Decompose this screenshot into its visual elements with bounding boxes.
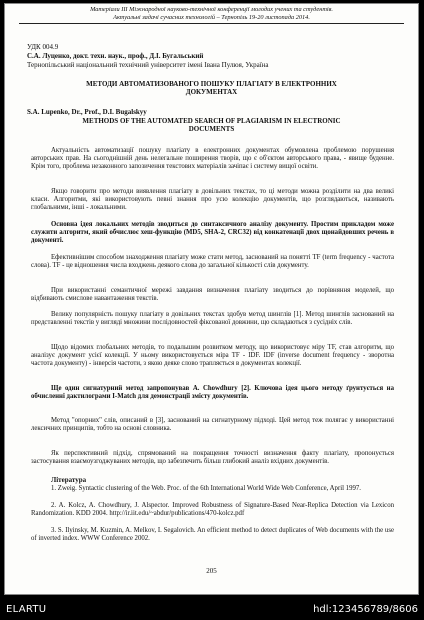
paragraph-shingles: Велику популярність пошуку плагіату в довільних текстах здобув метод шинглів [1]. Метод шинглів заснований на представленні текстів у вигляді множини послідовностей фіксованої довжини, що складаються з сусідніх слів.	[31, 311, 394, 327]
udc-code: УДК 004.9	[27, 43, 59, 51]
repository-label: ELARTU	[6, 604, 47, 615]
handle-identifier: hdl:123456789/8606	[313, 604, 418, 615]
header-line-2: Актуальні задачі сучасних технологій – Тернопіль 19-20 листопада 2014.	[113, 13, 310, 21]
authors-ua: С.А. Луценко, докт. техн. наук., проф., Д.І. Бугальський	[27, 52, 204, 60]
running-header	[19, 6, 404, 21]
paragraph-signature: Ще один сигнатурний метод запропонував A. Chowdhury [2]. Ключова ідея цього методу ґрунтується на обчисленні дактилограми I-Match для демонстрації змісту документів.	[31, 385, 394, 401]
reference-item: 2. A. Kolcz, A. Chowdhury, J. Alspector. Improved Robustness of Signature-Based Near-Replica Detection via Lexicon Randomization. KDD 2004. http://ir.iit.edu/~abdur/publications/470-kolcz.pdf	[31, 502, 394, 518]
paragraph-relevance: Актуальність автоматизації пошуку плагіату в електронних документах обумовлена проблемою порушення авторських прав. На сьогоднішній день нелегальне поширення творів, що є об'єктом авторського права, - явище буденне. Крім того, проблема незаконного запозичення текстових матеріалів зачіпає і систему вищої освіти.	[31, 147, 394, 171]
title-en-line-1: METHODS OF THE AUTOMATED SEARCH OF PLAGIARISM IN ELECTRONIC	[82, 117, 341, 125]
title-en-line-2: DOCUMENTS	[188, 125, 235, 133]
header-line-1: Матеріали ІІІ Міжнародної науково-технічної конференції молодих учених та студентів.	[90, 6, 333, 13]
authors-en: S.A. Lupenko, Dr., Prof., D.I. Bugalskyy	[27, 108, 147, 116]
paragraph-classes: Якщо говорити про методи виявлення плагіату в довільних текстах, то ці методи можна розділити на два великі класи. Алгоритми, які використовують певні знання про усю колекцію документів, що розглядаються, називають глобальними, інші - локальними.	[31, 188, 394, 212]
viewer-footer	[0, 598, 424, 620]
title-ua-line-1: МЕТОДИ АВТОМАТИЗОВАНОГО ПОШУКУ ПЛАГІАТУ В ЕЛЕКТРОННИХ	[86, 80, 337, 88]
reference-item: 3. S. Ilyinsky, M. Kuzmin, A. Melkov, I. Segalovich. An efficient method to detect duplicates of Web documents with the use of inverted index. WWW Conference 2002.	[31, 527, 394, 543]
reference-item: 1. Zweig. Syntactic clustering of the Web. Proc. of the 6th International World Wide Web Conference, April 1997.	[51, 485, 361, 492]
paragraph-semantic: При використанні семантичної мережі завдання визначення плагіату зводиться до порівняння моделей, що відбивають смислове навантаження текстів.	[31, 287, 394, 303]
page-number: 205	[206, 567, 217, 575]
header-rule	[19, 23, 404, 24]
paragraph-perspective: Як перспективний підхід, спрямований на покращення точності визначення факту плагіату, пропонується застосування взаємоузгоджуваних методів, що забезпечить більш глибокий аналіз вхідних документів.	[31, 450, 394, 466]
document-page	[4, 3, 419, 595]
paragraph-tf: Ефективнішим способом знаходження плагіату може стати метод, заснований на понятті TF (term frequency - частота слова). TF - це відношення числа входжень деякого слова до загальної кількості слів документу.	[31, 254, 394, 270]
affiliation-ua: Тернопільський національний технічний університет імені Івана Пулюя, Україна	[27, 61, 269, 69]
paragraph-anchor-words: Метод "опорних" слів, описаний в [3], заснований на сигнатурному підході. Цей метод теж полягає у використанні лексичних принципів, тобто на основі словника.	[31, 417, 394, 433]
references-title: Література	[51, 476, 87, 484]
paragraph-global-methods: Щодо відомих глобальних методів, то подальшим розвитком методу, що використовує міру TF, став алгоритм, що аналізує документ усієї колекції. У ньому використовується міра TF - IDF. IDF (inverse document frequency - зворотна частота документу) - інверсія частоти, з якою деяке слово трапляється в документах колекції.	[31, 344, 394, 368]
paragraph-local-methods: Основна ідея локальних методів зводиться до синтаксичного аналізу документу. Простим прикладом може служити алгоритм, який обчислює хеш-функцію (MD5, SHA-2, CRC32) від конкатенації двох щонайдовших речень в документі.	[31, 221, 394, 245]
title-ua-line-2: ДОКУМЕНТАХ	[185, 88, 238, 96]
